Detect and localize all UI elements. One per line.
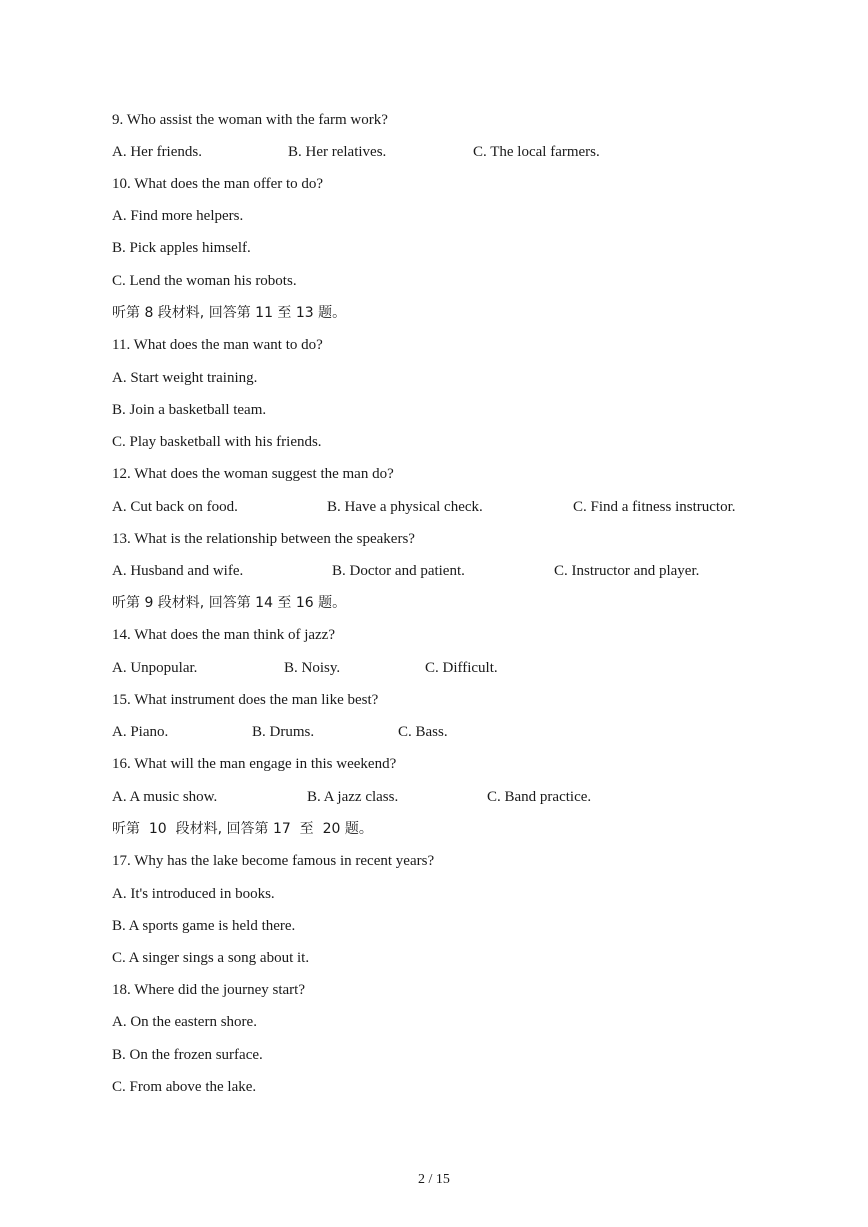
option-11a: A. Start weight training. xyxy=(112,370,258,386)
option-14c: C. Difficult. xyxy=(425,660,498,676)
option-12b: B. Have a physical check. xyxy=(327,499,483,515)
option-10a: A. Find more helpers. xyxy=(112,208,244,224)
option-9c: C. The local farmers. xyxy=(473,144,600,160)
question-11: 11. What does the man want to do? xyxy=(112,337,323,353)
option-16c: C. Band practice. xyxy=(487,789,592,805)
option-11c: C. Play basketball with his friends. xyxy=(112,434,322,450)
option-14b: B. Noisy. xyxy=(284,660,341,676)
question-13: 13. What is the relationship between the speakers? xyxy=(112,531,415,547)
question-17: 17. Why has the lake become famous in recent years? xyxy=(112,853,435,869)
option-10c: C. Lend the woman his robots. xyxy=(112,273,297,289)
option-16a: A. A music show. xyxy=(112,789,218,805)
option-9a: A. Her friends. xyxy=(112,144,202,160)
option-16b: B. A jazz class. xyxy=(307,789,399,805)
option-15c: C. Bass. xyxy=(398,724,448,740)
option-11b: B. Join a basketball team. xyxy=(112,402,267,418)
option-15b: B. Drums. xyxy=(252,724,315,740)
question-18: 18. Where did the journey start? xyxy=(112,982,305,998)
option-17c: C. A singer sings a song about it. xyxy=(112,950,310,966)
question-14: 14. What does the man think of jazz? xyxy=(112,627,335,643)
option-18c: C. From above the lake. xyxy=(112,1079,257,1095)
option-13c: C. Instructor and player. xyxy=(554,563,700,579)
question-10: 10. What does the man offer to do? xyxy=(112,176,324,192)
question-9: 9. Who assist the woman with the farm work? xyxy=(112,112,388,128)
option-18b: B. On the frozen surface. xyxy=(112,1047,263,1063)
option-14a: A. Unpopular. xyxy=(112,660,198,676)
option-17b: B. A sports game is held there. xyxy=(112,918,296,934)
question-15: 15. What instrument does the man like best? xyxy=(112,692,379,708)
option-9b: B. Her relatives. xyxy=(288,144,387,160)
option-13a: A. Husband and wife. xyxy=(112,563,244,579)
option-18a: A. On the eastern shore. xyxy=(112,1014,257,1030)
option-13b: B. Doctor and patient. xyxy=(332,563,465,579)
question-12: 12. What does the woman suggest the man do? xyxy=(112,466,394,482)
section-heading-8: 听第 8 段材料, 回答第 11 至 13 题。 xyxy=(112,305,347,321)
option-12c: C. Find a fitness instructor. xyxy=(573,499,736,515)
section-heading-10: 听第 10 段材料, 回答第 17 至 20 题。 xyxy=(112,821,373,837)
option-15a: A. Piano. xyxy=(112,724,169,740)
option-10b: B. Pick apples himself. xyxy=(112,240,251,256)
question-16: 16. What will the man engage in this weekend? xyxy=(112,756,397,772)
option-12a: A. Cut back on food. xyxy=(112,499,238,515)
option-17a: A. It's introduced in books. xyxy=(112,886,275,902)
section-heading-9: 听第 9 段材料, 回答第 14 至 16 题。 xyxy=(112,595,347,611)
page-number: 2 / 15 xyxy=(418,1172,450,1187)
